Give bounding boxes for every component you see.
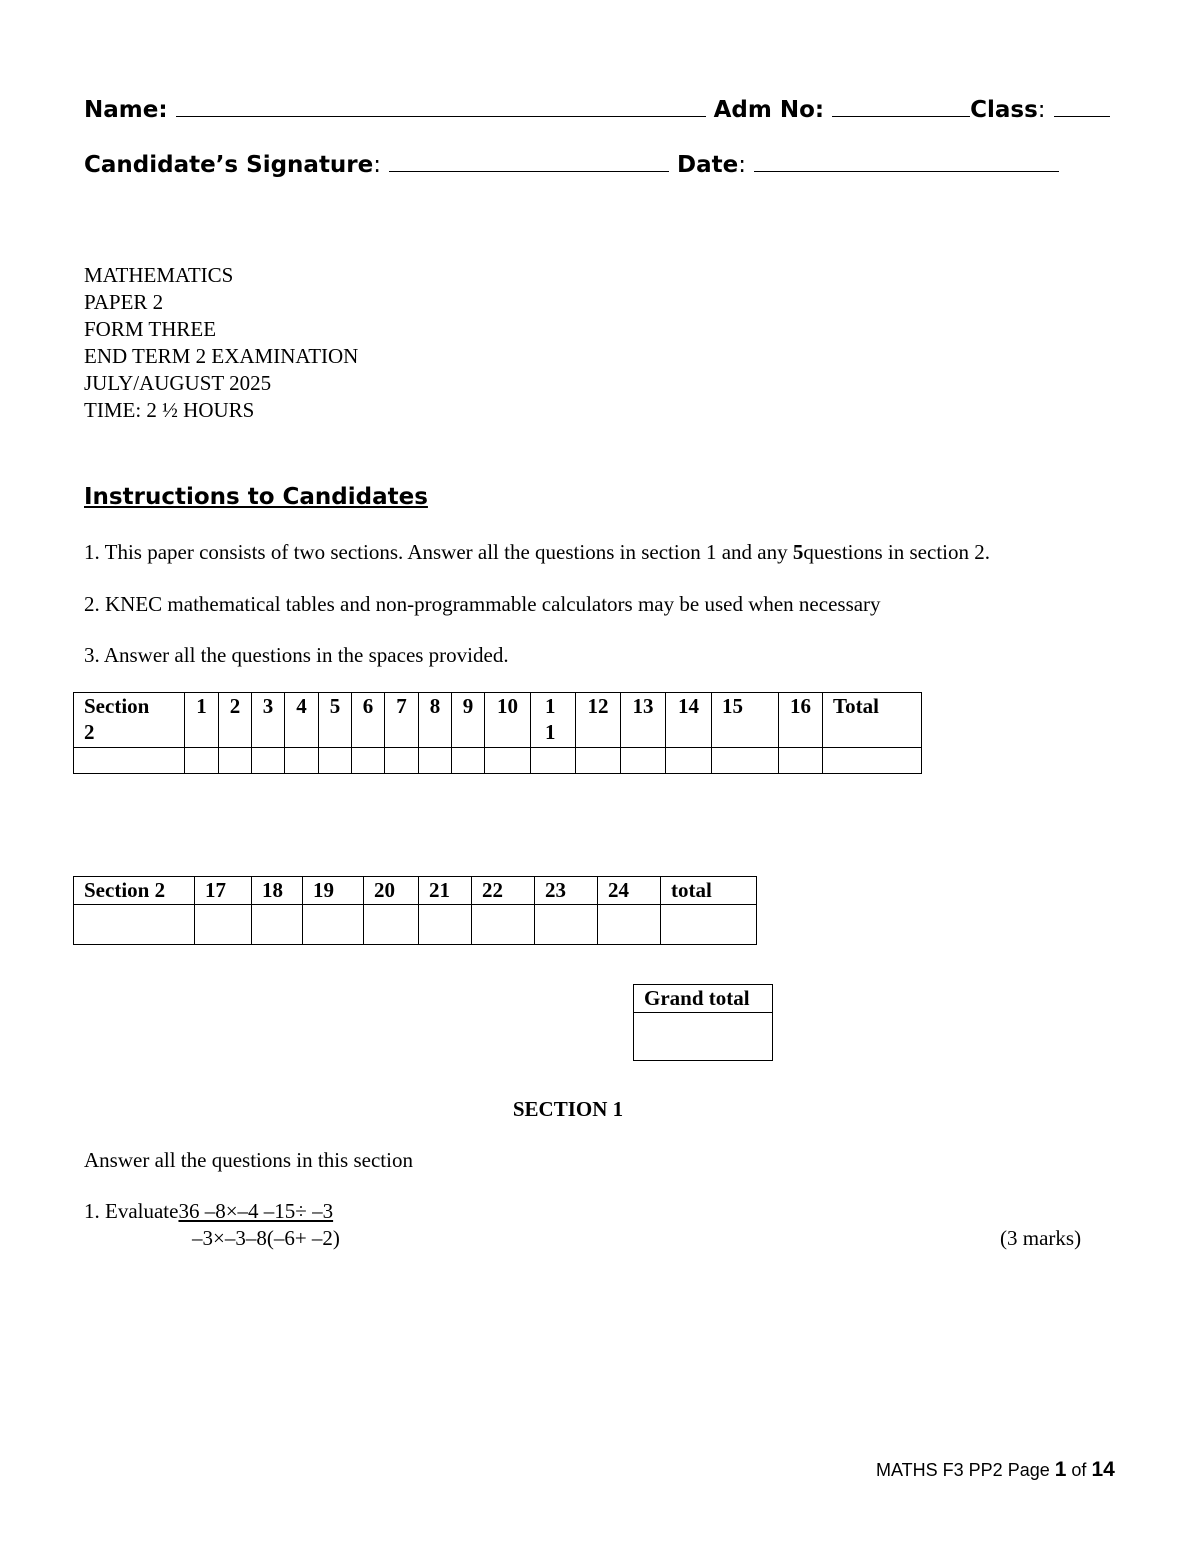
question-col-3: 3 xyxy=(252,693,285,748)
adm-no-field[interactable] xyxy=(832,94,970,117)
question-col-24: 24 xyxy=(598,877,661,905)
score-cell[interactable] xyxy=(185,748,219,774)
question-1-numerator: 36 –8×–4 –15÷ –3 xyxy=(178,1199,334,1223)
score-cell[interactable] xyxy=(74,748,185,774)
instruction-1-bold: 5 xyxy=(792,540,804,564)
score-cell[interactable] xyxy=(452,748,485,774)
score-cell[interactable] xyxy=(303,905,364,945)
signature-label: Candidate’s Signature xyxy=(84,152,374,178)
instructions-heading: Instructions to Candidates xyxy=(84,484,428,510)
instruction-3: 3. Answer all the questions in the spaces provided. xyxy=(84,643,509,667)
grand-total-cell[interactable] xyxy=(634,1013,773,1061)
question-col-17: 17 xyxy=(195,877,252,905)
question-col-4: 4 xyxy=(285,693,319,748)
score-cell[interactable] xyxy=(531,748,576,774)
adm-no-label: Adm No: xyxy=(713,97,825,123)
exam-time: TIME: 2 ½ HOURS xyxy=(84,398,255,422)
question-col-16: 16 xyxy=(779,693,823,748)
score-cell[interactable] xyxy=(576,748,621,774)
total-cell[interactable] xyxy=(661,905,757,945)
name-field[interactable] xyxy=(176,94,706,117)
question-col-14: 14 xyxy=(666,693,712,748)
question-1-prefix: 1. Evaluate xyxy=(84,1199,179,1223)
exam-session: JULY/AUGUST 2025 xyxy=(84,371,272,395)
score-cell[interactable] xyxy=(712,748,779,774)
question-col-11 xyxy=(531,693,576,748)
total-col: total xyxy=(661,877,757,905)
score-table-section-1 xyxy=(73,692,922,774)
paper: PAPER 2 xyxy=(84,290,164,314)
score-cell[interactable] xyxy=(419,905,472,945)
score-cell[interactable] xyxy=(598,905,661,945)
grand-total-table xyxy=(633,984,773,1061)
table-label-line1: Section xyxy=(84,694,150,718)
date-colon: : xyxy=(738,152,747,178)
score-cell[interactable] xyxy=(195,905,252,945)
total-col: Total xyxy=(823,693,922,748)
question-1-marks: (3 marks) xyxy=(1000,1226,1082,1250)
score-table-section-2 xyxy=(73,876,757,945)
page-number: 1 xyxy=(1054,1458,1067,1481)
question-col-22: 22 xyxy=(472,877,535,905)
question-col-20: 20 xyxy=(364,877,419,905)
score-cell[interactable] xyxy=(74,905,195,945)
instruction-1 xyxy=(84,540,990,565)
score-cell[interactable] xyxy=(621,748,666,774)
score-cell[interactable] xyxy=(285,748,319,774)
question-col-2: 2 xyxy=(219,693,252,748)
question-col-11-line2: 1 xyxy=(545,720,556,744)
footer-text: MATHS F3 PP2 Page xyxy=(876,1460,1055,1480)
score-cell[interactable] xyxy=(485,748,531,774)
class-label: Class xyxy=(970,97,1038,123)
instruction-1-text-end: questions in section 2. xyxy=(803,540,990,564)
question-col-23: 23 xyxy=(535,877,598,905)
page-total: 14 xyxy=(1091,1458,1115,1481)
question-col-13: 13 xyxy=(621,693,666,748)
question-col-1: 1 xyxy=(185,693,219,748)
table-label-cell xyxy=(74,693,185,748)
class-field[interactable] xyxy=(1054,94,1110,117)
question-col-7: 7 xyxy=(385,693,419,748)
instruction-1-text: 1. This paper consists of two sections. Answer all the questions in section 1 and any xyxy=(84,540,793,564)
score-cell[interactable] xyxy=(319,748,352,774)
question-col-12: 12 xyxy=(576,693,621,748)
score-cell[interactable] xyxy=(219,748,252,774)
signature-field[interactable] xyxy=(389,149,669,172)
score-cell[interactable] xyxy=(352,748,385,774)
exam-name: END TERM 2 EXAMINATION xyxy=(84,344,359,368)
question-col-5: 5 xyxy=(319,693,352,748)
section-1-intro: Answer all the questions in this section xyxy=(84,1148,413,1172)
score-cell[interactable] xyxy=(252,905,303,945)
question-col-19: 19 xyxy=(303,877,364,905)
question-col-10: 10 xyxy=(485,693,531,748)
instruction-2: 2. KNEC mathematical tables and non-programmable calculators may be used when necessary xyxy=(84,592,881,616)
footer-of: of xyxy=(1066,1460,1092,1480)
total-cell[interactable] xyxy=(823,748,922,774)
signature-colon: : xyxy=(373,152,382,178)
question-col-9: 9 xyxy=(452,693,485,748)
section-1-title: SECTION 1 xyxy=(512,1097,624,1121)
score-cell[interactable] xyxy=(535,905,598,945)
signature-row xyxy=(84,149,1059,178)
score-cell[interactable] xyxy=(252,748,285,774)
name-label: Name: xyxy=(84,97,168,123)
page-footer xyxy=(876,1458,1115,1482)
score-cell[interactable] xyxy=(419,748,452,774)
date-field[interactable] xyxy=(754,149,1059,172)
score-cell[interactable] xyxy=(666,748,712,774)
question-col-6: 6 xyxy=(352,693,385,748)
question-col-15: 15 xyxy=(712,693,779,748)
question-1-denominator: –3×–3–8(–6+ –2) xyxy=(192,1226,340,1250)
form: FORM THREE xyxy=(84,317,217,341)
exam-title-block xyxy=(84,262,358,424)
grand-total-label: Grand total xyxy=(634,985,773,1013)
question-col-8: 8 xyxy=(419,693,452,748)
table-label-cell: Section 2 xyxy=(74,877,195,905)
question-1 xyxy=(84,1199,333,1224)
question-col-21: 21 xyxy=(419,877,472,905)
class-colon: : xyxy=(1037,97,1046,123)
score-cell[interactable] xyxy=(364,905,419,945)
score-cell[interactable] xyxy=(779,748,823,774)
subject: MATHEMATICS xyxy=(84,263,234,287)
table-label-line2: 2 xyxy=(84,720,95,744)
question-col-18: 18 xyxy=(252,877,303,905)
score-cell[interactable] xyxy=(472,905,535,945)
date-label: Date xyxy=(677,152,739,178)
student-details-row xyxy=(84,94,1110,123)
question-col-11-line1: 1 xyxy=(545,694,556,718)
score-cell[interactable] xyxy=(385,748,419,774)
